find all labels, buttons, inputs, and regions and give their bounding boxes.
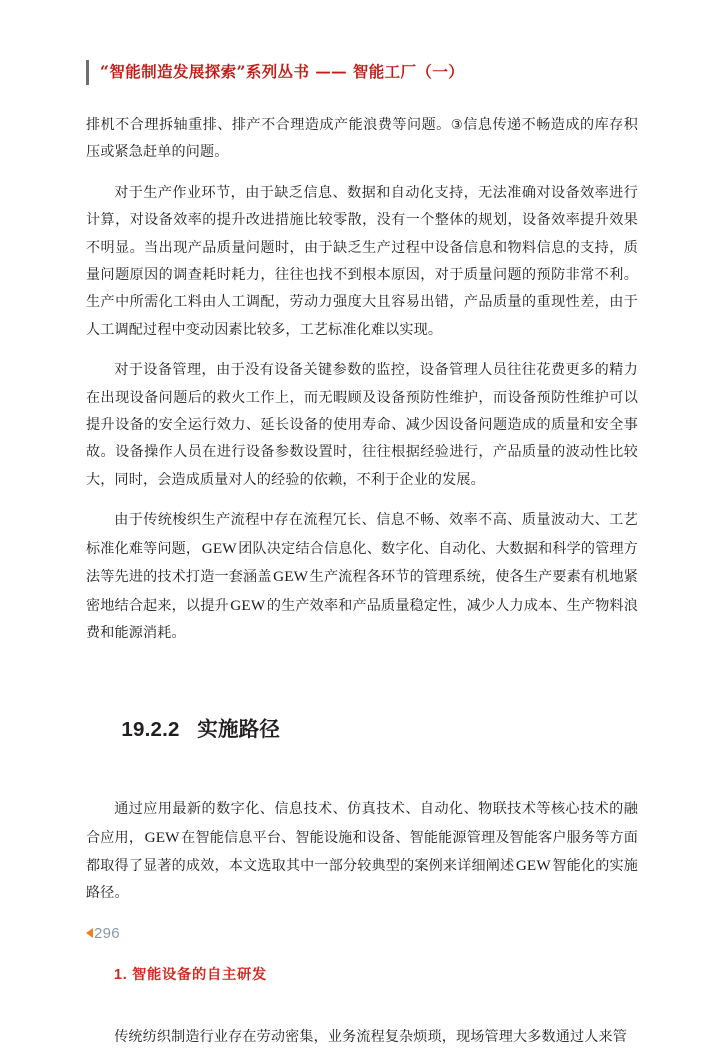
latin-run: GEW (230, 596, 266, 614)
paragraph-p6 (86, 1024, 638, 1051)
text-run: 对于生产作业环节，由于缺乏信息、数据和自动化支持，无法准确对设备效率进行计算，对设备效率的提升改进措施比较零散，没有一个整体的规划，设备效率提升效果不明显。当出现产品质量问题时，由于缺乏生产过程中设备信息和物料信息的支持，质量问题原因的调查耗时耗力，往往也找不到根本原因，对于质量问题的预防非常不利。生产中所需化工料由人工调配，劳动力强度大且容易出错，产品质量的重现性差，由于人工调配过程中变动因素比较多，工艺标准化难以实现。 (86, 184, 638, 338)
text-run: 生产流程各环节的管理系统，使各生产要素有机地紧密地结合起来，以提升 (86, 569, 639, 614)
circled-number: ③ (450, 118, 464, 133)
subsection-heading-title: 智能设备的自主研发 (132, 966, 268, 983)
text-run: 信息传递不畅造成的库存积压或紧急赶单的问题。 (86, 117, 638, 161)
paragraph-spacer (86, 167, 638, 180)
text-run: 对于设备管理，由于没有设备关键参数的监控，设备管理人员往往花费更多的精力在出现设备问题后的救火工作上，而无暇顾及设备预防性维护，而设备预防性维护可以提升设备的安全运行效力、延长设备的使用寿命、减少因设备问题造成的质量和安全事故。设备操作人员在进行设备参数设置时，往往根据经验进行，产品质量的波动性比较大，同时，会造成质量对人的经验的依赖，不利于企业的发展。 (86, 362, 638, 488)
latin-run: GEW (144, 828, 180, 846)
paragraph-p2 (86, 180, 638, 344)
body-text-column (86, 112, 638, 1052)
subsection-heading-number: 1. (114, 966, 128, 983)
text-run: 在智能信息平台、智能设施和设备、智能能源管理及智能客户服务等方面都取得了显著的成效，本文选取其中一部分较典型的案例来详细阐述 (86, 829, 638, 874)
text-run: 通过应用最新的数字化、信息技术、仿真技术、自动化、物联技术等核心技术的融合应用， (86, 801, 638, 846)
section-heading (86, 693, 638, 767)
text-run: 团队决定结合信息化、数字化、自动化、大数据和科学的管理方法等先进的技术打造一套涵盖 (86, 540, 638, 586)
section-heading-title: 实施路径 (197, 717, 281, 741)
text-run: 传统纺织制造行业存在劳动密集，业务流程复杂烦琐，现场管理大多数通过人来管 (114, 1029, 627, 1046)
text-run: 排机不合理拆轴重排、排产不合理造成产能浪费等问题。 (86, 117, 451, 133)
section-heading-gap (180, 718, 198, 741)
running-header-title: “智能制造发展探索”系列丛书 —— 智能工厂（一） (100, 62, 465, 82)
section-spacer (86, 647, 638, 693)
page-folio (86, 923, 120, 943)
page-number: 296 (94, 924, 120, 942)
paragraph-p4 (86, 507, 638, 647)
latin-run: GEW (515, 856, 551, 874)
paragraph-p3 (86, 357, 638, 494)
paragraph-spacer (86, 344, 638, 357)
text-run: 由于传统梭织生产流程中存在流程冗长、信息不畅、效率不高、质量波动大、工艺标准化难等问题， (86, 512, 638, 557)
paragraph-spacer (86, 494, 638, 507)
section-heading-number: 19.2.2 (121, 717, 180, 741)
left-caret-icon (86, 928, 93, 938)
section-heading-spacer (86, 767, 638, 796)
header-rule-divider (86, 60, 89, 85)
latin-run: GEW (273, 568, 309, 586)
text-run: 智能化的实施路径。 (86, 857, 639, 902)
subsection-spacer (86, 908, 638, 950)
latin-run: GEW (201, 539, 237, 557)
subsection-heading (86, 950, 638, 1001)
text-run: 的生产效率和产品质量稳定性，减少人力成本、生产物料浪费和能源消耗。 (86, 597, 639, 641)
paragraph-p1 (86, 112, 638, 167)
paragraph-p5 (86, 796, 638, 908)
running-header (86, 58, 464, 86)
